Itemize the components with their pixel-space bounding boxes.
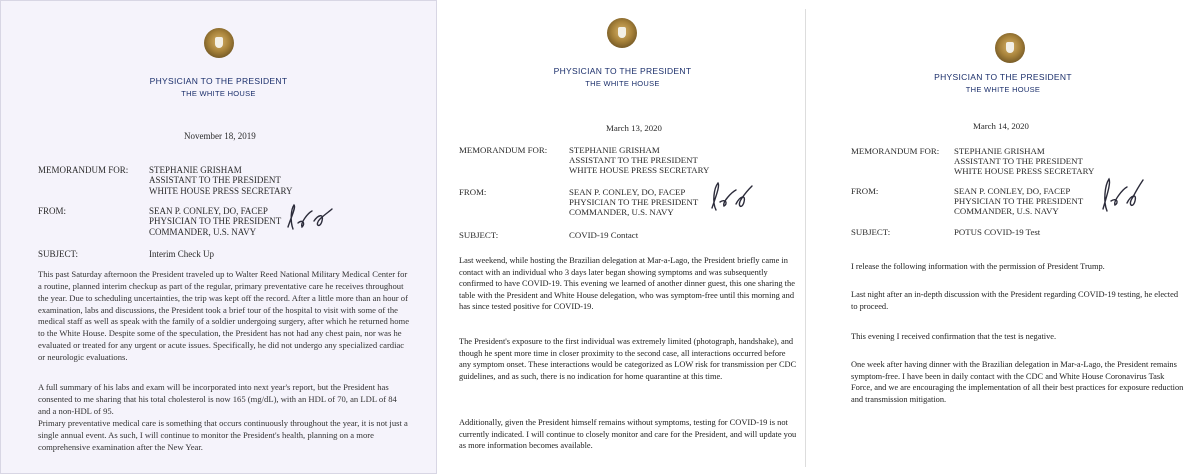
sender-line: COMMANDER, U.S. NAVY xyxy=(569,207,674,218)
signature-icon xyxy=(1097,175,1145,215)
body-paragraph: This evening I received confirmation that the test is negative. xyxy=(851,332,1057,341)
recipient-line: STEPHANIE GRISHAM xyxy=(954,146,1045,156)
signature-icon xyxy=(706,180,754,214)
memo-date: March 14, 2020 xyxy=(973,121,1029,131)
presidential-seal-icon xyxy=(607,18,637,48)
recipient-block xyxy=(149,165,293,196)
house-title: THE WHITE HOUSE xyxy=(965,85,1041,94)
presidential-seal-icon xyxy=(204,28,234,58)
memorandum-for-label: MEMORANDUM FOR: xyxy=(459,145,548,155)
sender-line: PHYSICIAN TO THE PRESIDENT xyxy=(149,216,282,227)
sender-block xyxy=(569,187,698,217)
subject-text: POTUS COVID-19 Test xyxy=(954,227,1041,237)
sender-line: SEAN P. CONLEY, DO, FACEP xyxy=(149,206,268,216)
sender-block xyxy=(954,186,1083,216)
body-paragraph: One week after having dinner with the Brazilian delegation in Mar-a-Lago, the President remains symptom-free. I have been in daily contact with the CDC and White House Coronavirus Task Force, and we are encouraging the implementation of all their best practices for exposure reduction and transmission mitigation. xyxy=(851,360,1184,404)
body-paragraph: Primary preventative medical care is something that occurs continuously throughout the year, it is not just a single annual event. As such, I will continue to monitor the President's health, planning on a more comprehensive examination after the New Year. xyxy=(38,418,408,452)
from-label: FROM: xyxy=(459,187,487,197)
office-title: PHYSICIAN TO THE PRESIDENT xyxy=(934,72,1072,82)
house-title: THE WHITE HOUSE xyxy=(585,79,660,88)
recipient-line: STEPHANIE GRISHAM xyxy=(569,145,660,155)
subject-text: Interim Check Up xyxy=(149,249,214,259)
memorandum-for-label: MEMORANDUM FOR: xyxy=(851,146,940,156)
recipient-line: WHITE HOUSE PRESS SECRETARY xyxy=(954,166,1095,177)
body-paragraph: Last night after an in-depth discussion with the President regarding COVID-19 testing, he elected to proceed. xyxy=(851,290,1179,311)
recipient-block xyxy=(569,145,709,175)
presidential-seal-icon xyxy=(995,33,1025,63)
recipient-line: WHITE HOUSE PRESS SECRETARY xyxy=(149,185,293,196)
sender-line: SEAN P. CONLEY, DO, FACEP xyxy=(569,187,686,197)
recipient-line: STEPHANIE GRISHAM xyxy=(149,165,242,175)
signature-icon xyxy=(284,201,336,233)
recipient-line: ASSISTANT TO THE PRESIDENT xyxy=(954,156,1083,167)
subject-label: SUBJECT: xyxy=(459,230,499,240)
sender-block xyxy=(149,206,281,237)
memorandum-for-label: MEMORANDUM FOR: xyxy=(38,165,129,175)
office-title: PHYSICIAN TO THE PRESIDENT xyxy=(149,76,288,86)
recipient-line: ASSISTANT TO THE PRESIDENT xyxy=(149,175,281,186)
sender-line: COMMANDER, U.S. NAVY xyxy=(149,226,257,237)
body-paragraph: Last weekend, while hosting the Brazilian delegation at Mar-a-Lago, the President briefly came in contact with an individual who 3 days later began showing symptoms and was subsequently confirmed to have COVID-19. This evening we learned of another dinner guest, this one sharing the table with the President and White House delegation, who was symptom-free until this morning and has since tested positive for COVID-19. xyxy=(459,256,795,312)
subject-text: COVID-19 Contact xyxy=(569,230,639,240)
body-paragraph: The President's exposure to the first individual was extremely limited (photograph, handshake), and though he spent more time in closer proximity to the second case, all interactions occurred before any symptom onset. These interactions would be categorized as LOW risk for transmission per CDC guidelines, and as such, there is no indication for home quarantine at this time. xyxy=(459,337,797,381)
sender-line: COMMANDER, U.S. NAVY xyxy=(954,206,1059,217)
memo-march-14-2020 xyxy=(805,9,1200,467)
body-paragraph: A full summary of his labs and exam will be incorporated into next year's report, but the President has consented to me sharing that his total cholesterol is now 165 (mg/dL), with an HDL of 70, an LDL of 84 and a non-HDL of 95. xyxy=(38,382,397,416)
body-paragraph: This past Saturday afternoon the President traveled up to Walter Reed National Military Medical Center for a routine, planned interim checkup as part of the regular, primary preventative care he receives throughout the year. Due to scheduling uncertainties, the trip was kept off the record. After a little more than an hour of examination, labs and discussions, the President took a brief tour of the hospital to visit with some of the medical staff as well as speak with the family of a soldier undergoing surgery, after which he returned home to the White House. Despite some of the speculation, the President has not had any chest pain, nor was he evaluated or treated for any urgent or acute issues. Specifically, he did not undergo any specialized cardiac or neurologic evaluations. xyxy=(38,269,410,363)
from-label: FROM: xyxy=(851,186,879,196)
sender-line: SEAN P. CONLEY, DO, FACEP xyxy=(954,186,1071,196)
recipient-line: WHITE HOUSE PRESS SECRETARY xyxy=(569,165,710,176)
memo-date: March 13, 2020 xyxy=(606,123,662,133)
sender-line: PHYSICIAN TO THE PRESIDENT xyxy=(569,197,699,208)
body-paragraph: Additionally, given the President himself remains without symptoms, testing for COVID-19 is not currently indicated. I will continue to closely monitor and care for the President, and will update you as more information becomes available. xyxy=(459,418,797,451)
recipient-line: ASSISTANT TO THE PRESIDENT xyxy=(569,155,698,166)
from-label: FROM: xyxy=(38,206,67,216)
body-paragraph: I release the following information with the permission of President Trump. xyxy=(851,262,1105,271)
office-title: PHYSICIAN TO THE PRESIDENT xyxy=(553,66,692,76)
sender-line: PHYSICIAN TO THE PRESIDENT xyxy=(954,196,1084,207)
subject-label: SUBJECT: xyxy=(38,249,79,259)
subject-label: SUBJECT: xyxy=(851,227,891,237)
house-title: THE WHITE HOUSE xyxy=(181,89,256,98)
memo-march-13-2020 xyxy=(441,0,804,474)
recipient-block xyxy=(954,146,1094,176)
memo-date: November 18, 2019 xyxy=(184,131,256,141)
memo-november-18-2019 xyxy=(0,0,437,474)
